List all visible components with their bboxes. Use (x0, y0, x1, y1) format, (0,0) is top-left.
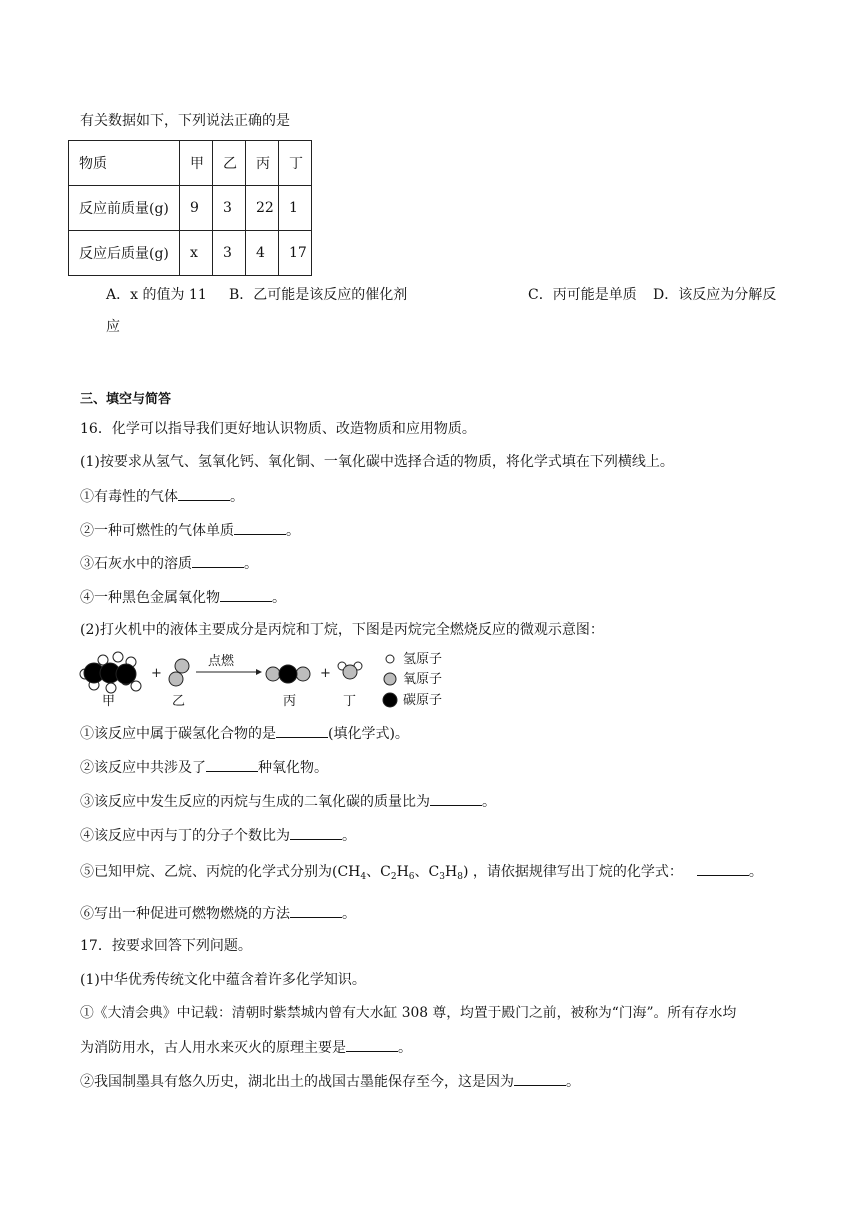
formula-subscript: 8 (457, 872, 463, 882)
answer-blank[interactable] (290, 825, 342, 840)
legend-carbon-icon (383, 693, 397, 707)
answer-blank[interactable] (346, 1037, 398, 1052)
item-text: ①该反应中属于碳氢化合物的是 (80, 726, 276, 742)
answer-blank[interactable] (290, 903, 342, 918)
q16-p2-item3 (80, 791, 496, 812)
propane-molecule (80, 652, 141, 693)
label-jia: 甲 (102, 694, 116, 709)
option-a: A．x 的值为 11 (106, 287, 207, 303)
formula-text: H (444, 864, 458, 880)
item-text: 种氧化物。 (258, 760, 328, 776)
table-cell: 反应前质量(g) (69, 186, 180, 231)
q17-item1-line1: ①《大清会典》中记载：清朝时紫禁城内曾有大水缸 308 尊，均置于殿门之前，被称为“门海”。所有存水均 (80, 1005, 737, 1021)
item-text: ①有毒性的气体 (80, 489, 178, 505)
item-period: 。 (566, 1074, 580, 1090)
plus-sign: + (320, 666, 331, 681)
table-cell: 17 (279, 231, 312, 276)
formula-subscript: 3 (439, 872, 445, 882)
table-cell: 甲 (180, 141, 213, 186)
option-c: C．丙可能是单质 (528, 287, 637, 303)
answer-blank[interactable] (276, 723, 328, 738)
item-text: ②一种可燃性的气体单质 (80, 523, 234, 539)
label-bing: 丙 (283, 694, 297, 709)
q16-p1-item3 (80, 553, 258, 574)
separator: 、 (366, 864, 381, 880)
answer-blank[interactable] (430, 791, 482, 806)
item-text: ⑥写出一种促进可燃物燃烧的方法 (80, 906, 290, 922)
formula-methane (337, 864, 366, 880)
plus-sign: + (151, 666, 162, 681)
arrow-condition: 点燃 (208, 654, 235, 669)
item-period: 。 (230, 489, 244, 505)
item-text: (填化学式)。 (328, 726, 409, 742)
q16-part2: (2)打火机中的液体主要成分是丙烷和丁烷，下图是丙烷完全燃烧反应的微观示意图： (80, 622, 604, 638)
item-period: 。 (342, 828, 356, 844)
q17-item1-line2 (80, 1037, 412, 1058)
item-text: ④该反应中丙与丁的分子个数比为 (80, 828, 290, 844)
q16-p1-item1 (80, 486, 244, 507)
item-period: 。 (342, 906, 356, 922)
option-b: B．乙可能是该反应的催化剂 (229, 287, 408, 303)
answer-blank[interactable] (178, 486, 230, 501)
table-row (69, 231, 312, 276)
q16-part1: (1)按要求从氢气、氢氧化钙、氧化铜、一氧化碳中选择合适的物质，将化学式填在下列横线上。 (80, 454, 674, 470)
table-row (69, 186, 312, 231)
table-cell: 3 (213, 186, 246, 231)
table-cell: 丙 (246, 141, 279, 186)
item-period: 。 (286, 523, 300, 539)
item-text: ②该反应中共涉及了 (80, 760, 206, 776)
q16-p1-item2 (80, 520, 300, 541)
item-text: 为消防用水，古人用水来灭火的原理主要是 (80, 1040, 346, 1056)
item-text: ④一种黑色金属氧化物 (80, 590, 220, 606)
q16-p2-item2 (80, 757, 328, 778)
water-molecule (338, 662, 362, 679)
table-cell: 丁 (279, 141, 312, 186)
q17-part1: (1)中华优秀传统文化中蕴含着许多化学知识。 (80, 972, 366, 988)
formula-ethane (380, 864, 414, 880)
legend-oxygen: 氧原子 (403, 672, 443, 687)
legend-carbon: 碳原子 (403, 693, 443, 708)
answer-blank[interactable] (220, 587, 272, 602)
item-period: 。 (748, 864, 763, 880)
separator: 、 (414, 864, 429, 880)
answer-blank[interactable] (192, 553, 244, 568)
formula-subscript: 2 (390, 872, 397, 882)
legend-oxygen-icon (384, 673, 396, 685)
answer-blank[interactable] (514, 1071, 566, 1086)
q16-p2-item5 (80, 861, 763, 887)
table-cell: x (180, 231, 213, 276)
item-text: ) ，请依据规律写出丁烷的化学式： (462, 864, 683, 880)
co2-molecule (266, 665, 310, 683)
table-cell: 反应后质量(g) (69, 231, 180, 276)
answer-blank[interactable] (697, 861, 749, 876)
item-text: ②我国制墨具有悠久历史，湖北出土的战国古墨能保存至今，这是因为 (80, 1074, 514, 1090)
formula-subscript: 4 (360, 872, 367, 882)
item-period: 。 (272, 590, 286, 606)
table-cell: 4 (246, 231, 279, 276)
q16-p2-item6 (80, 903, 356, 924)
legend-hydrogen: 氢原子 (403, 652, 443, 667)
item-period: 。 (244, 556, 258, 572)
q16-p1-item4 (80, 587, 286, 608)
item-text: ⑤已知甲烷、乙烷、丙烷的化学式分别为( (80, 864, 338, 880)
table-cell: 乙 (213, 141, 246, 186)
section-title: 三、填空与简答 (80, 392, 172, 407)
item-period: 。 (398, 1040, 412, 1056)
formula-text: C (428, 864, 440, 880)
table-cell: 9 (180, 186, 213, 231)
label-yi: 乙 (172, 694, 186, 709)
oxygen-molecule (169, 659, 189, 686)
label-ding: 丁 (343, 694, 357, 709)
item-text: ③该反应中发生反应的丙烷与生成的二氧化碳的质量比为 (80, 794, 430, 810)
q16-p2-item4 (80, 825, 356, 846)
formula-propane (429, 864, 463, 880)
q17-item2 (80, 1071, 580, 1092)
formula-text: CH (337, 864, 361, 880)
table-cell: 3 (213, 231, 246, 276)
data-table (68, 140, 312, 276)
q16-p2-item1 (80, 723, 409, 744)
item-period: 。 (482, 794, 496, 810)
arrow-head-icon (256, 669, 262, 675)
formula-text: C (380, 864, 391, 880)
legend-hydrogen-icon (386, 655, 394, 663)
answer-blank[interactable] (234, 520, 286, 535)
intro-text: 有关数据如下，下列说法正确的是 (80, 113, 290, 129)
option-d-continued: 应 (106, 319, 120, 335)
option-d: D．该反应为分解反 (653, 287, 777, 303)
item-text: ③石灰水中的溶质 (80, 556, 192, 572)
answer-blank[interactable] (206, 757, 258, 772)
q16-stem: 16．化学可以指导我们更好地认识物质、改造物质和应用物质。 (80, 421, 476, 437)
formula-text: H (396, 864, 409, 880)
formula-subscript: 6 (408, 872, 415, 882)
table-header-row (69, 141, 312, 186)
table-cell: 物质 (69, 141, 180, 186)
table-cell: 22 (246, 186, 279, 231)
table-cell: 1 (279, 186, 312, 231)
q17-stem: 17．按要求回答下列问题。 (80, 938, 252, 954)
